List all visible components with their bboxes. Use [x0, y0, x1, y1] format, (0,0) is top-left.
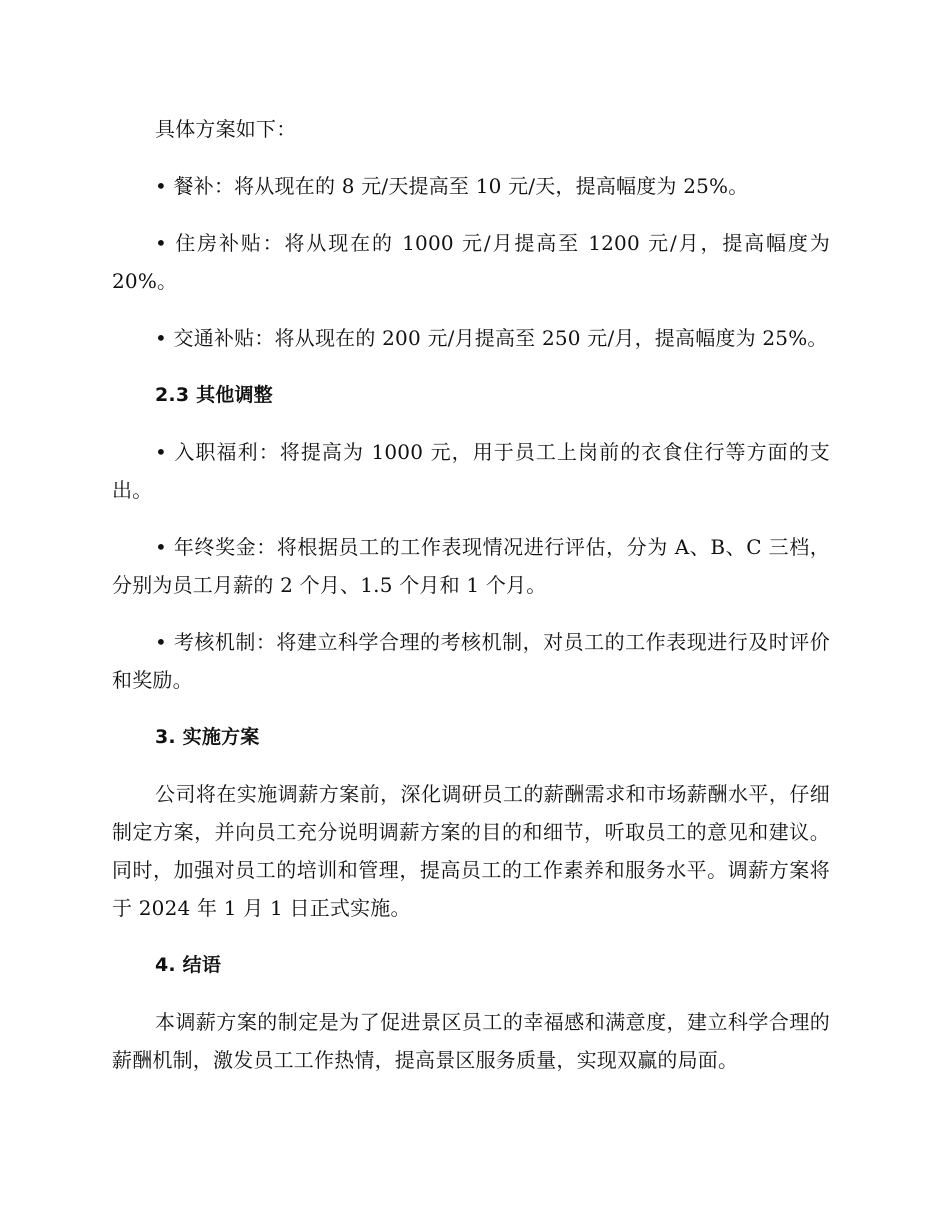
intro-paragraph: 具体方案如下： — [155, 117, 297, 141]
meal-allowance-item: • 餐补：将从现在的 8 元/天提高至 10 元/天，提高幅度为 25%。 — [155, 174, 749, 198]
section-4-heading: 4. 结语 — [155, 954, 222, 976]
assessment-mechanism-item: • 考核机制：将建立科学合理的考核机制，对员工的工作表现进行及时评价和奖励。 — [112, 630, 830, 692]
document-body — [112, 110, 830, 1079]
section-3-paragraph: 公司将在实施调薪方案前，深化调研员工的薪酬需求和市场薪酬水平，仔细制定方案，并向员工充分说明调薪方案的目的和细节，听取员工的意见和建议。同时，加强对员工的培训和管理，提高员工的工作素养和服务水平。调薪方案将于 2024 年 1 月 1 日正式实施。 — [112, 782, 830, 920]
section-3-heading: 3. 实施方案 — [155, 726, 260, 748]
section-4-paragraph: 本调薪方案的制定是为了促进景区员工的幸福感和满意度，建立科学合理的薪酬机制，激发员工工作热情，提高景区服务质量，实现双赢的局面。 — [112, 1010, 830, 1072]
section-2-3-heading: 2.3 其他调整 — [155, 384, 273, 406]
onboarding-benefit-item: • 入职福利：将提高为 1000 元，用于员工上岗前的衣食住行等方面的支出。 — [112, 440, 830, 502]
year-end-bonus-item: • 年终奖金：将根据员工的工作表现情况进行评估，分为 A、B、C 三档，分别为员工月薪的 2 个月、1.5 个月和 1 个月。 — [112, 535, 830, 597]
housing-allowance-item: • 住房补贴：将从现在的 1000 元/月提高至 1200 元/月，提高幅度为 20%。 — [112, 231, 830, 293]
transport-allowance-item: • 交通补贴：将从现在的 200 元/月提高至 250 元/月，提高幅度为 25%。 — [155, 326, 828, 350]
